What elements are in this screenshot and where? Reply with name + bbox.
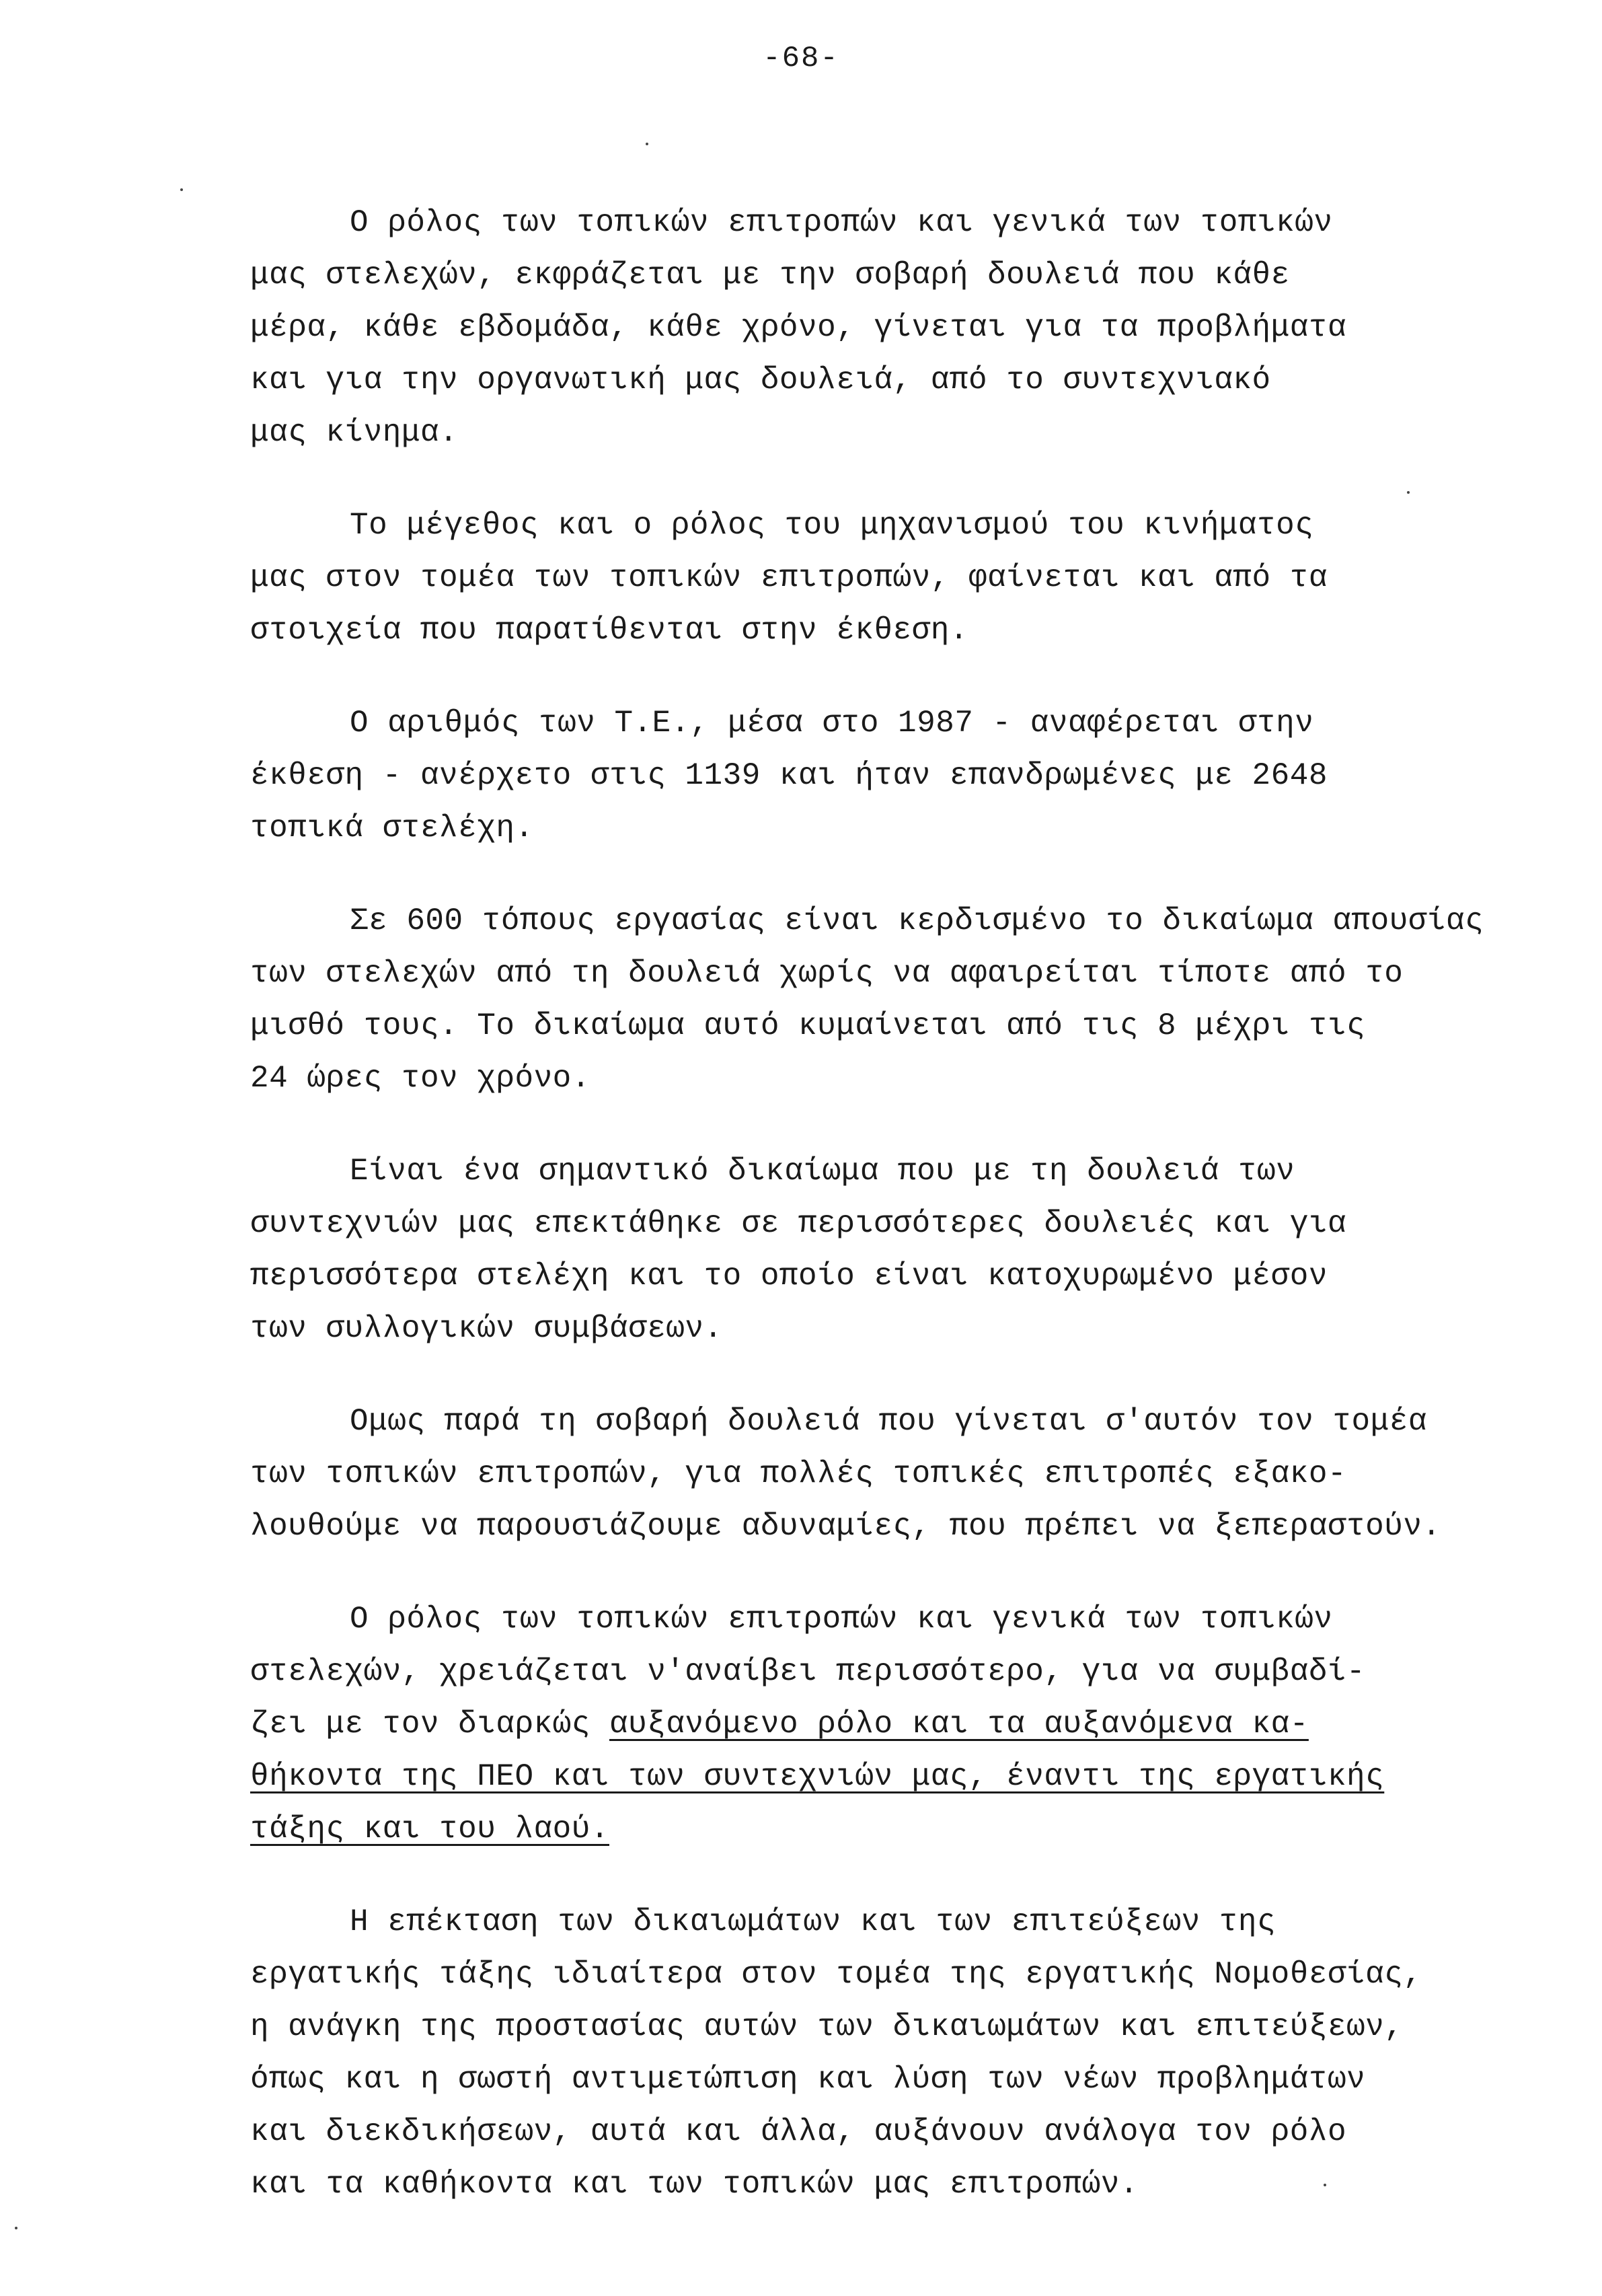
- paragraph-2: [250, 499, 1582, 657]
- text-line: των τοπικών επιτροπών, για πολλές τοπικές επιτροπές εξακο-: [250, 1456, 1347, 1491]
- text-line: λουθούμε να παρουσιάζουμε αδυναμίες, που πρέπει να ξεπεραστούν.: [250, 1509, 1441, 1544]
- text-line: στοιχεία που παρατίθενται στην έκθεση.: [250, 613, 968, 648]
- text-line-mixed: [250, 1698, 1582, 1750]
- paragraph-8: [250, 1896, 1582, 2211]
- paragraph-5: [250, 1145, 1582, 1355]
- paragraph-1: [250, 196, 1582, 459]
- text-line: μας κίνημα.: [250, 415, 459, 450]
- text-line: η ανάγκη της προστασίας αυτών των δικαιωμάτων και επιτεύξεων,: [250, 2009, 1404, 2044]
- underlined-text: θήκοντα της ΠΕΟ και των συντεχνιών μας, έναντι της εργατικής: [250, 1759, 1385, 1794]
- text-line: συντεχνιών μας επεκτάθηκε σε περισσότερες δουλειές και για: [250, 1206, 1347, 1241]
- scan-speck: [1407, 491, 1410, 494]
- text-line: Ο αριθμός των Τ.Ε., μέσα στο 1987 - αναφέρεται στην: [350, 706, 1314, 741]
- text-line: όπως και η σωστή αντιμετώπιση και λύση των νέων προβλημάτων: [250, 2062, 1366, 2097]
- scan-speck: [180, 188, 183, 191]
- text-line: Σε 600 τόπους εργασίας είναι κερδισμένο το δικαίωμα απουσίας: [350, 903, 1484, 938]
- paragraph-4: [250, 895, 1582, 1105]
- page-number: -68-: [763, 42, 839, 75]
- text-line: περισσότερα στελέχη και το οποίο είναι κατοχυρωμένο μέσον: [250, 1259, 1328, 1294]
- text-line: μας στον τομέα των τοπικών επιτροπών, φαίνεται και από τα: [250, 560, 1328, 595]
- text-line: και τα καθήκοντα και των τοπικών μας επιτροπών.: [250, 2167, 1139, 2202]
- paragraph-7: [250, 1593, 1582, 1855]
- paragraph-6: [250, 1395, 1582, 1553]
- text-line: μας στελεχών, εκφράζεται με την σοβαρή δουλειά που κάθε: [250, 258, 1290, 293]
- body-text: [250, 196, 1582, 2251]
- text-line: και διεκδικήσεων, αυτά και άλλα, αυξάνουν ανάλογα τον ρόλο: [250, 2114, 1347, 2149]
- scan-speck: [1324, 2184, 1326, 2186]
- text-line: μέρα, κάθε εβδομάδα, κάθε χρόνο, γίνεται για τα προβλήματα: [250, 310, 1347, 345]
- underlined-text: τάξης και του λαού.: [250, 1812, 609, 1847]
- text-line: Είναι ένα σημαντικό δικαίωμα που με τη δουλειά των: [350, 1154, 1295, 1189]
- text-line: εργατικής τάξης ιδιαίτερα στον τομέα της εργατικής Νομοθεσίας,: [250, 1957, 1422, 1992]
- text-line: Ομως παρά τη σοβαρή δουλειά που γίνεται σ'αυτόν τον τομέα: [350, 1404, 1427, 1439]
- text-line: Ο ρόλος των τοπικών επιτροπών και γενικά των τοπικών: [350, 205, 1333, 240]
- text-line: Το μέγεθος και ο ρόλος του μηχανισμού του κινήματος: [350, 508, 1314, 543]
- text-line: των συλλογικών συμβάσεων.: [250, 1311, 723, 1346]
- text-line: στελεχών, χρειάζεται ν'αναίβει περισσότερο, για να συμβαδί-: [250, 1654, 1366, 1689]
- text-line: τοπικά στελέχη.: [250, 811, 534, 846]
- scan-speck: [646, 143, 648, 145]
- paragraph-3: [250, 697, 1582, 854]
- text-line: Η επέκταση των δικαιωμάτων και των επιτεύξεων της: [350, 1904, 1276, 1939]
- scan-speck: [15, 2227, 17, 2229]
- text-line: Ο ρόλος των τοπικών επιτροπών και γενικά των τοπικών: [350, 1602, 1333, 1637]
- text-line: και για την οργανωτική μας δουλειά, από το συντεχνιακό: [250, 363, 1271, 398]
- text-run: ζει με τον διαρκώς: [250, 1707, 609, 1742]
- text-line: έκθεση - ανέρχετο στις 1139 και ήταν επανδρωμένες με 2648: [250, 758, 1328, 793]
- underlined-text: αυξανόμενο ρόλο και τα αυξανόμενα κα-: [609, 1707, 1309, 1742]
- text-line: 24 ώρες τον χρόνο.: [250, 1061, 590, 1096]
- text-line: μισθό τους. Το δικαίωμα αυτό κυμαίνεται από τις 8 μέχρι τις: [250, 1008, 1366, 1043]
- text-line: των στελεχών από τη δουλειά χωρίς να αφαιρείται τίποτε από το: [250, 956, 1404, 991]
